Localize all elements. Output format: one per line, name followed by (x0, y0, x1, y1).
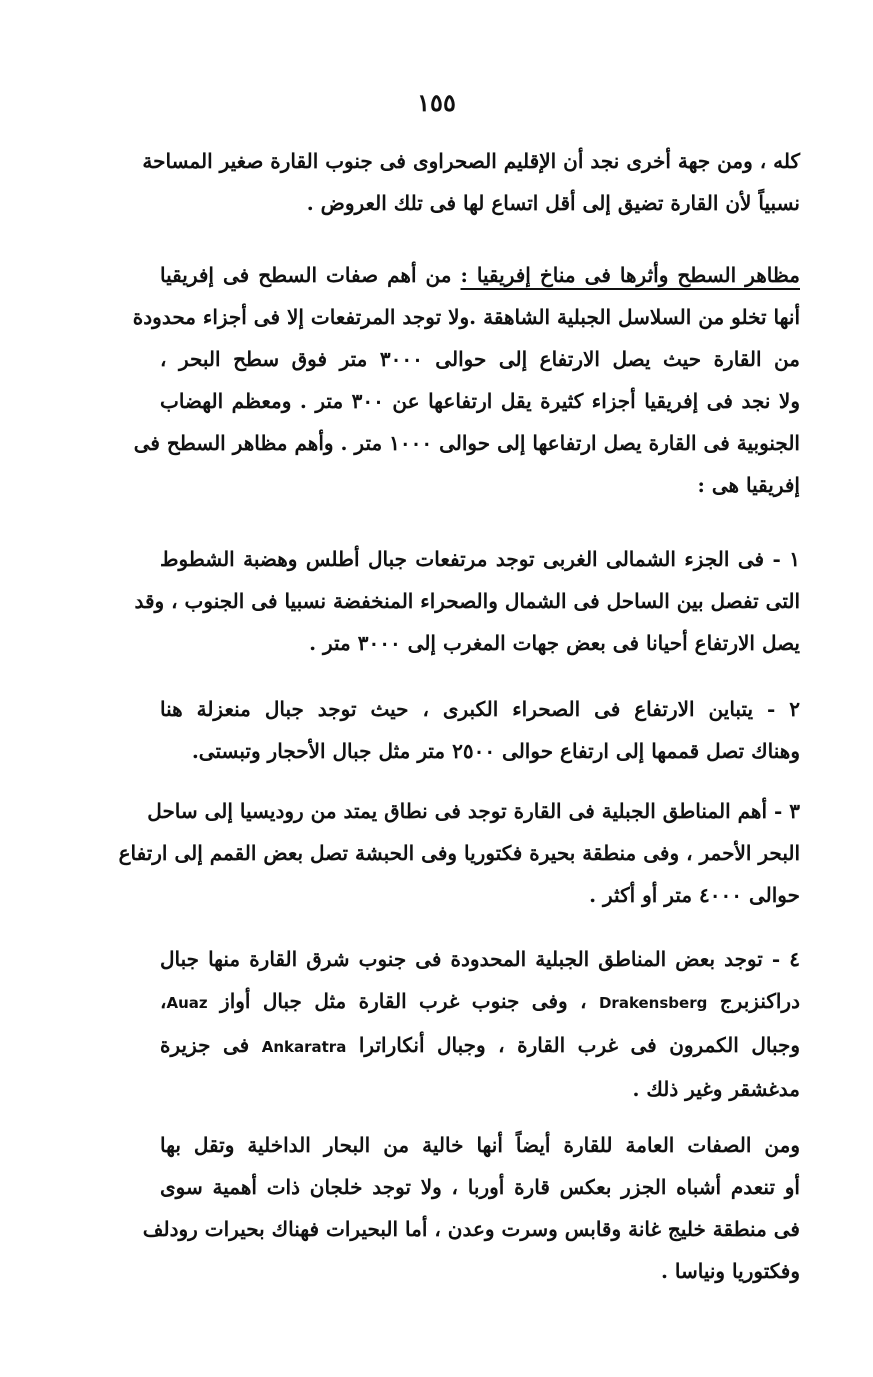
text-line: وهناك تصل قممها إلى ارتفاع حوالى ٢٥٠٠ متر مثل جبال الأحجار وتبستى. (191, 739, 800, 763)
text-span: من أهم صفات السطح فى إفريقيا (160, 263, 452, 287)
text-span: وجبال الكمرون فى غرب القارة ، وجبال أنكاراترا (358, 1033, 801, 1057)
text-span: دراكنزبرج (719, 989, 800, 1013)
text-line: أنها تخلو من السلاسل الجبلية الشاهقة .ولا توجد المرتفعات إلا فى أجزاء محدودة (132, 305, 800, 329)
page-number: ١٥٥ (417, 88, 456, 117)
text-line: إفريقيا هى : (697, 473, 800, 497)
text-line: ولا نجد فى إفريقيا أجزاء كثيرة يقل ارتفاعها عن ٣٠٠ متر . ومعظم الهضاب (160, 389, 800, 413)
text-span: ، (160, 989, 167, 1013)
text-line: ٣ - أهم المناطق الجبلية فى القارة توجد فى نطاق يمتد من روديسيا إلى ساحل (147, 799, 800, 823)
text-line: من القارة حيث يصل الارتفاع إلى حوالى ٣٠٠٠ متر فوق سطح البحر ، (160, 347, 800, 371)
latin-term: Ankaratra (261, 1038, 347, 1056)
text-line: حوالى ٤٠٠٠ متر أو أكثر . (589, 883, 800, 907)
text-line: الجنوبية فى القارة يصل ارتفاعها إلى حوالى ١٠٠٠ متر . وأهم مظاهر السطح فى (133, 431, 800, 455)
list-item-1-atlas (134, 538, 800, 664)
text-line: كله ، ومن جهة أخرى نجد أن الإقليم الصحراوى فى جنوب القارة صغير المساحة (142, 149, 800, 173)
text-line (160, 980, 800, 1024)
text-line: ١ - فى الجزء الشمالى الغربى توجد مرتفعات جبال أطلس وهضبة الشطوط (160, 547, 800, 571)
section-heading: مظاهر السطح وأثرها فى مناخ إفريقيا : (460, 263, 800, 287)
text-span: ، وفى جنوب غرب القارة مثل جبال أواز (220, 989, 587, 1013)
text-line (160, 254, 800, 296)
text-line: فى منطقة خليج غانة وقابس وسرت وعدن ، أما البحيرات فهناك بحيرات رودلف (142, 1217, 800, 1241)
text-line: البحر الأحمر ، وفى منطقة بحيرة فكتوريا وفى الحبشة تصل بعض القمم إلى ارتفاع (118, 841, 800, 865)
text-line: ٤ - توجد بعض المناطق الجبلية المحدودة فى جنوب شرق القارة منها جبال (160, 947, 800, 971)
paragraph-surface-features (132, 254, 800, 506)
latin-term: Auaz (166, 994, 208, 1012)
text-line: وفكتوريا ونياسا . (660, 1259, 800, 1283)
text-line (160, 1024, 800, 1068)
paragraph-climate-south (142, 140, 800, 224)
text-line: ٢ - يتباين الارتفاع فى الصحراء الكبرى ، حيث توجد جبال منعزلة هنا (160, 697, 800, 721)
text-line: ومن الصفات العامة للقارة أيضاً أنها خالية من البحار الداخلية وتقل بها (160, 1133, 800, 1157)
paragraph-general-features (142, 1124, 800, 1292)
text-line: مدغشقر وغير ذلك . (632, 1077, 800, 1101)
list-item-2-sahara (160, 688, 800, 772)
text-line: التى تفصل بين الساحل فى الشمال والصحراء المنخفضة نسبيا فى الجنوب ، وقد (134, 589, 800, 613)
list-item-3-highlands (118, 790, 800, 916)
list-item-4-southern-mountains (160, 938, 800, 1110)
latin-term: Drakensberg (598, 994, 708, 1012)
text-span: فى جزيرة (160, 1033, 250, 1057)
text-line: يصل الارتفاع أحيانا فى بعض جهات المغرب إلى ٣٠٠٠ متر . (309, 631, 800, 655)
text-line: نسبياً لأن القارة تضيق إلى أقل اتساع لها فى تلك العروض . (306, 191, 800, 215)
text-line: أو تنعدم أشباه الجزر بعكس قارة أوربا ، ولا توجد خلجان ذات أهمية سوى (160, 1175, 800, 1199)
